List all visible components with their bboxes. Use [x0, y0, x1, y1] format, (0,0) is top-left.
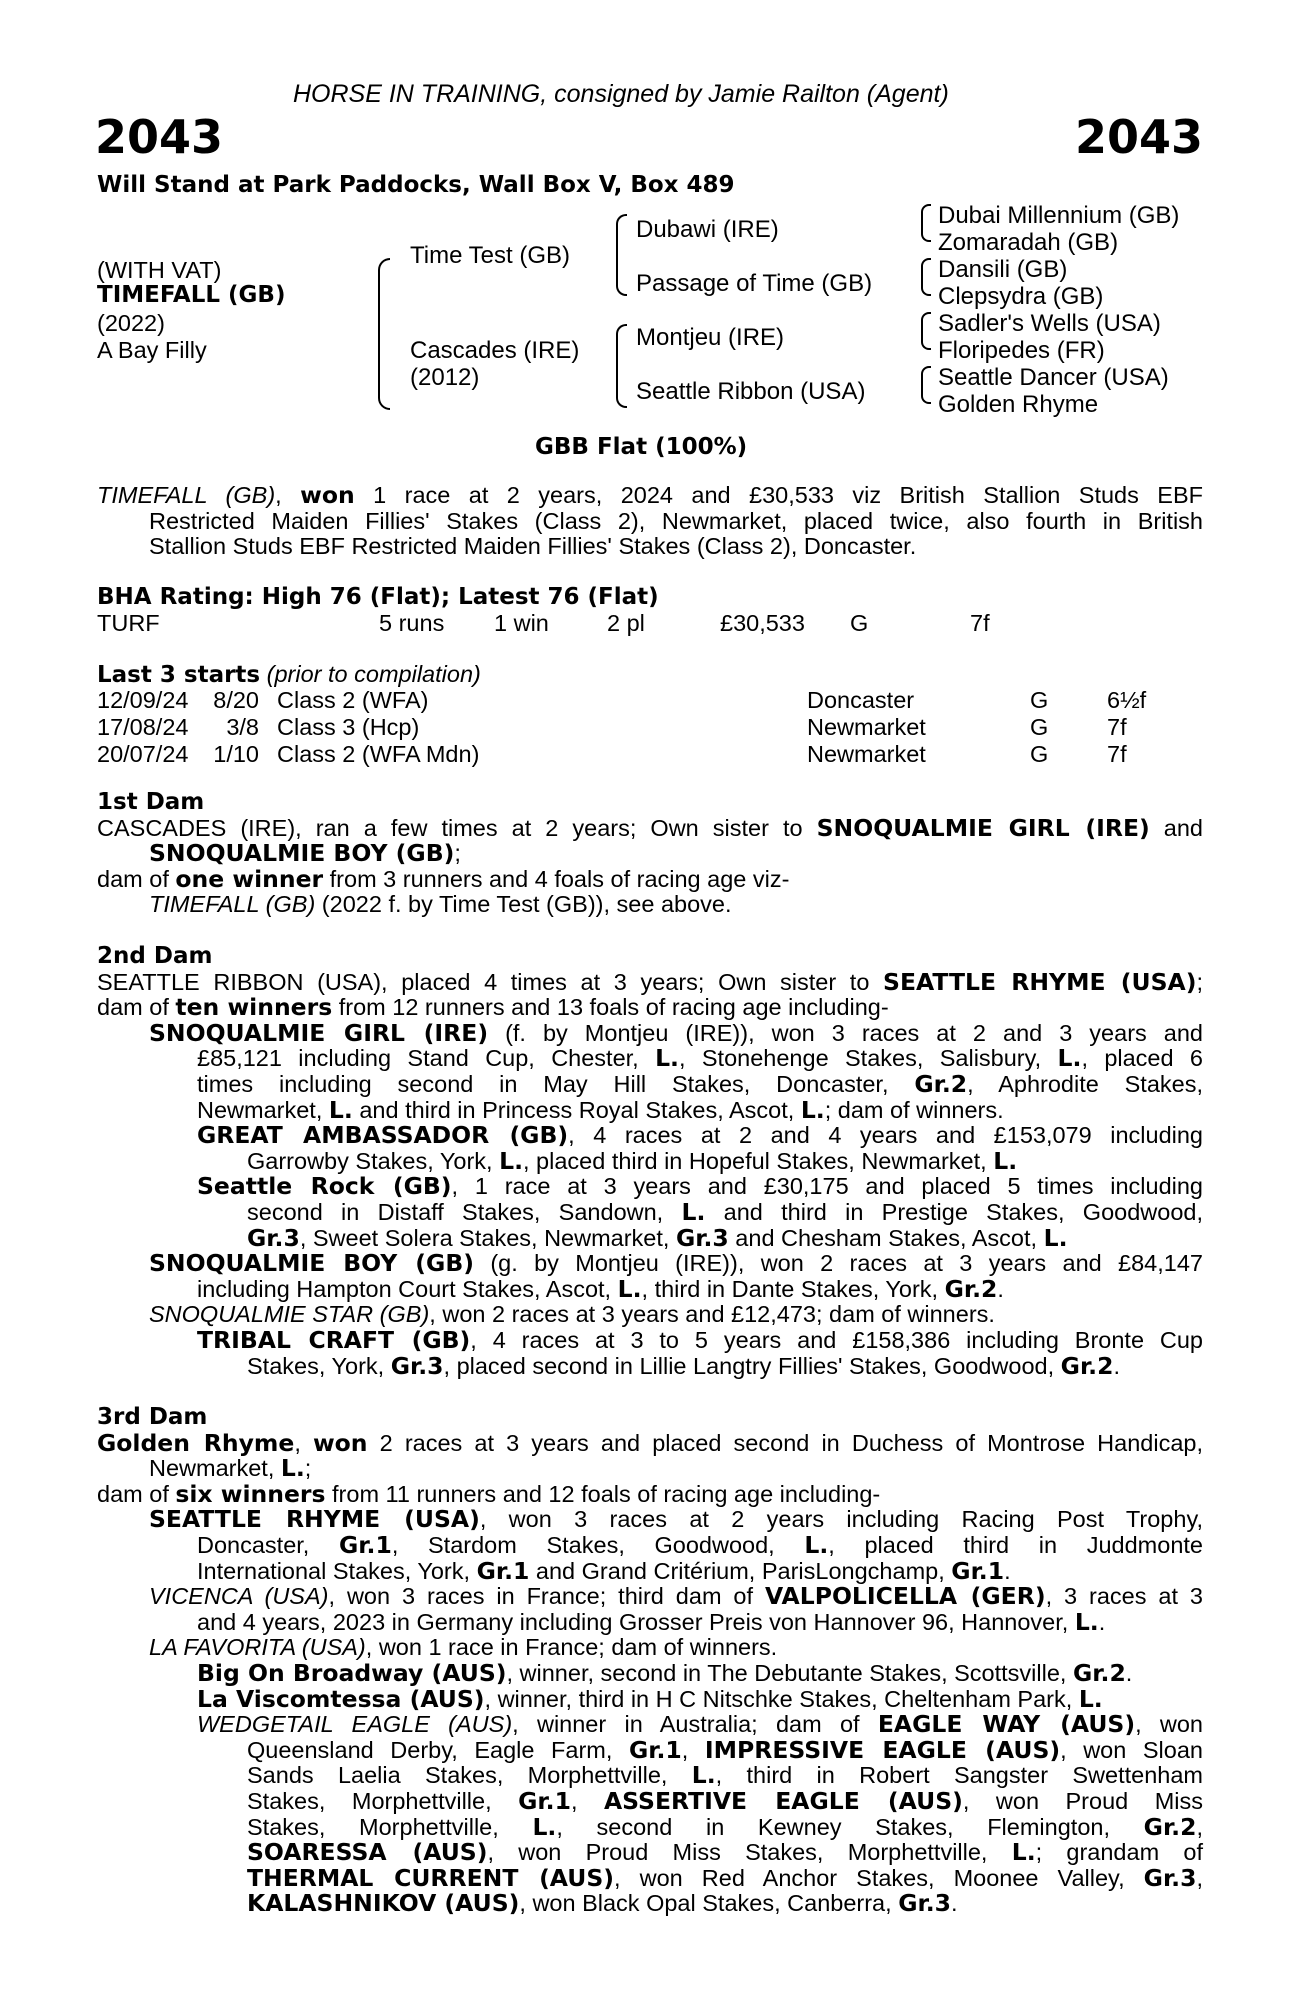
rating-runs: 5 runs [379, 610, 445, 636]
last-starts-note: (prior to compilation) [266, 661, 481, 687]
pedigree-brace-dd [921, 366, 931, 404]
pedigree-dam-sire: Montjeu (IRE) [636, 324, 785, 351]
pedigree-ssd: Zomaradah (GB) [938, 229, 1119, 256]
pedigree-dsd: Floripedes (FR) [938, 337, 1105, 364]
summary [97, 483, 1203, 560]
pedigree-brace-main [378, 258, 390, 410]
pedigree-sdd: Clepsydra (GB) [938, 283, 1104, 310]
pedigree-brace-sd [921, 258, 931, 296]
rating-placed: 2 pl [607, 610, 645, 636]
rating-earnings: £30,533 [720, 610, 805, 636]
first-dam-section: 1st Dam CASCADES (IRE), ran a few times at 2 years; Own sister to SNOQUALMIE GIRL (IRE) and SNOQUALMIE BOY (GB); dam of one winner from 3 runners and 4 foals of racing age viz- TIMEFALL (GB) (2022 f. by Time Test (GB)), see above. [97, 789, 1204, 918]
pedigree-brace-sire [616, 214, 627, 296]
last-starts-header [97, 661, 481, 688]
rating-stats [97, 610, 990, 637]
rating-distance: 7f [970, 610, 990, 636]
first-dam-title: 1st Dam [97, 789, 205, 815]
pedigree-sss: Dubai Millennium (GB) [938, 202, 1180, 229]
pedigree-brace-dam [616, 324, 627, 408]
last-starts-title: Last 3 starts [97, 662, 261, 688]
pedigree-sds: Dansili (GB) [938, 256, 1068, 283]
pedigree-dss: Sadler's Wells (USA) [938, 310, 1161, 337]
pedigree-ddd: Golden Rhyme [938, 391, 1099, 418]
rating-surface: TURF [97, 610, 160, 636]
rating-going: G [850, 610, 869, 636]
second-dam-title: 2nd Dam [97, 943, 213, 969]
third-dam-section: 3rd Dam Golden Rhyme, won 2 races at 3 years and placed second in Duchess of Montrose Handicap, Newmarket, L.; dam of six winners from 11 runners and 12 foals of racing age including- SEATTLE RHYME (USA), won 3 races at 2 years including Racing Post Trophy, Doncaster, Gr.1, Stardom Stakes, Goodwood, L., placed third in Juddmonte International Stakes, York, Gr.1 and Grand Critérium, ParisLongchamp, Gr.1. VICENCA (USA), won 3 races in France; third dam of VALPOLICELLA (GER), 3 races at 3 and 4 years, 2023 in Germany including Grosser Preis von Hannover 96, Hannover, L.. LA FAVORITA (USA), won 1 race in France; dam of winners. Big On Broadway (AUS), winner, second in The Debutante Stakes, Scottsville, Gr.2. La Viscomtessa (AUS), winner, third in H C Nitschke Stakes, Cheltenham Park, L. WEDGETAIL EAGLE (AUS), winner in Australia; dam of EAGLE WAY (AUS), won Queensland Derby, Eagle Farm, Gr.1, IMPRESSIVE EAGLE (AUS), won Sloan Sands Laelia Stakes, Morphettville, L., third in Robert Sangster Swettenham Stakes, Morphettville, Gr.1, ASSERTIVE EAGLE (AUS), won Proud Miss Stakes, Morphettville, L., second in Kewney Stakes, Flemington, Gr.2, SOARESSA (AUS), won Proud Miss Stakes, Morphettville, L.; grandam of THERMAL CURRENT (AUS), won Red Anchor Stakes, Moonee Valley, Gr.3, KALASHNIKOV (AUS), won Black Opal Stakes, Canberra, Gr.3. [97, 1404, 1204, 1918]
table-row: 20/07/24 1/10 Class 2 (WFA Mdn) Newmarket G 7f [97, 741, 1127, 767]
summary-line-1: TIMEFALL (GB), won 1 race at 2 years, 2024 and £30,533 viz British Stallion Studs EBF [97, 481, 1203, 509]
horse-name: TIMEFALL (GB) [97, 282, 286, 308]
third-dam-title: 3rd Dam [97, 1404, 208, 1430]
pedigree-sire-dam: Passage of Time (GB) [636, 270, 873, 297]
pedigree-sire-sire: Dubawi (IRE) [636, 216, 779, 243]
consignment-line: HORSE IN TRAINING, consigned by Jamie Railton (Agent) [293, 80, 949, 108]
pedigree-dds: Seattle Dancer (USA) [938, 364, 1169, 391]
pedigree-dam: Cascades (IRE) [410, 337, 580, 364]
rating-wins: 1 win [494, 610, 549, 636]
last-starts-table [97, 687, 1146, 768]
summary-line-2: Restricted Maiden Fillies' Stakes (Class 2), Newmarket, placed twice, also fourth in British [149, 507, 1203, 534]
summary-line-3: Stallion Studs EBF Restricted Maiden Fillies' Stakes (Class 2), Doncaster. [149, 533, 917, 560]
gbb-rating: GBB Flat (100%) [535, 434, 748, 460]
pedigree-brace-ds [921, 312, 931, 350]
horse-name-ref: TIMEFALL (GB) [97, 482, 276, 508]
pedigree-sire: Time Test (GB) [410, 242, 571, 269]
pedigree-dam-dam: Seattle Ribbon (USA) [636, 378, 866, 405]
pedigree-dam-year: (2012) [410, 364, 480, 391]
lot-number-left: 2043 [95, 110, 224, 164]
table-row: 12/09/24 8/20 Class 2 (WFA) Doncaster G 6½f [97, 687, 1147, 713]
second-dam-section: 2nd Dam SEATTLE RIBBON (USA), placed 4 times at 3 years; Own sister to SEATTLE RHYME (USA); dam of ten winners from 12 runners and 13 foals of racing age including- SNOQUALMIE GIRL (IRE) (f. by Montjeu (IRE)), won 3 races at 2 and 3 years and £85,121 including Stand Cup, Chester, L., Stonehenge Stakes, Salisbury, L., placed 6 times including second in May Hill Stakes, Doncaster, Gr.2, Aphrodite Stakes, Newmarket, L. and third in Princess Royal Stakes, Ascot, L.; dam of winners. GREAT AMBASSADOR (GB), 4 races at 2 and 4 years and £153,079 including Garrowby Stakes, York, L., placed third in Hopeful Stakes, Newmarket, L. Seattle Rock (GB), 1 race at 3 years and £30,175 and placed 5 times including second in Distaff Stakes, Sandown, L. and third in Prestige Stakes, Goodwood, Gr.3, Sweet Solera Stakes, Newmarket, Gr.3 and Chesham Stakes, Ascot, L. SNOQUALMIE BOY (GB) (g. by Montjeu (IRE)), won 2 races at 3 years and £84,147 including Hampton Court Stakes, Ascot, L., third in Dante Stakes, York, Gr.2. SNOQUALMIE STAR (GB), won 2 races at 3 years and £12,473; dam of winners. TRIBAL CRAFT (GB), 4 races at 3 to 5 years and £158,386 including Bronte Cup Stakes, York, Gr.3, placed second in Lillie Langtry Fillies' Stakes, Goodwood, Gr.2. [97, 943, 1204, 1380]
bha-rating-title: BHA Rating: High 76 (Flat); Latest 76 (Flat) [97, 584, 659, 610]
vat-note: (WITH VAT) [97, 257, 222, 283]
table-row: 17/08/24 3/8 Class 3 (Hcp) Newmarket G 7f [97, 714, 1127, 740]
lot-number-right: 2043 [1074, 110, 1203, 164]
horse-year: (2022) [97, 310, 165, 336]
stand-location: Will Stand at Park Paddocks, Wall Box V, Box 489 [97, 172, 735, 198]
horse-description: A Bay Filly [97, 337, 207, 363]
pedigree-brace-ss [921, 204, 931, 242]
